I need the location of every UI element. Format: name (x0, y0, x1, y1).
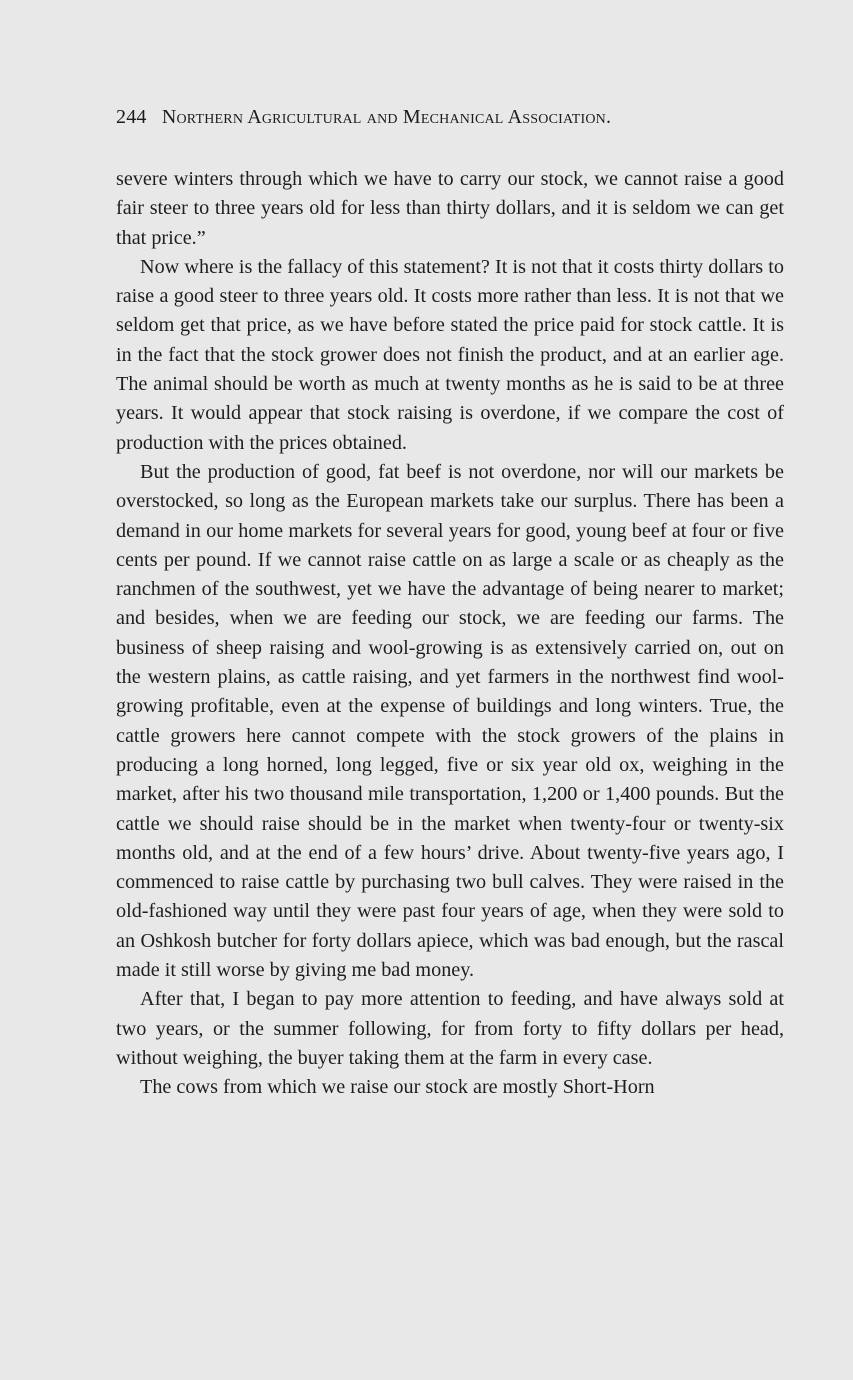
page-number: 244 (116, 106, 147, 128)
paragraph: After that, I began to pay more attention to feeding, and have always sold at two years, or the summer following, for from forty to fifty dollars per head, without weighing, the buyer taking them at the farm in every case. (116, 988, 784, 1069)
paragraph: But the production of good, fat beef is not overdone, nor will our markets be overstocked, so long as the European markets take our surplus. There has been a demand in our home markets for several years for good, young beef at four or five cents per pound. If we cannot raise cattle on as large a scale or as cheaply as the ranchmen of the southwest, yet we have the advantage of being nearer to market; and besides, when we are feeding our stock, we are feeding our farms. The business of sheep raising and wool-growing is as extensively carried on, out on the western plains, as cattle raising, and yet farmers in the northwest find wool-growing profitable, even at the expense of buildings and long winters. True, the cattle growers here cannot compete with the stock growers of the plains in producing a long horned, long legged, five or six year old ox, weighing in the market, after his two thousand mile transportation, 1,200 or 1,400 pounds. But the cattle we should raise should be in the market when twenty-four or twenty-six months old, and at the end of a few hours’ drive. About twenty-five years ago, I commenced to raise cattle by purchasing two bull calves. They were raised in the old-fashioned way until they were past four years of age, when they were sold to an Oshkosh butcher for forty dollars apiece, which was bad enough, but the rascal made it still worse by giving me bad money. (116, 460, 784, 982)
running-header (116, 106, 756, 129)
paragraph-continuation: severe winters through which we have to carry our stock, we cannot raise a good fair steer to three years old for less than thirty dollars, and it is seldom we can get that price.” (116, 168, 784, 249)
body-text (116, 165, 784, 1103)
running-title: Northern Agricultural and Mechanical Association. (161, 106, 612, 128)
paragraph: The cows from which we raise our stock are mostly Short-Horn (140, 1076, 655, 1099)
paragraph: Now where is the fallacy of this statement? It is not that it costs thirty dollars to raise a good steer to three years old. It costs more rather than less. It is not that we seldom get that price, as we have before stated the price paid for stock cattle. It is in the fact that the stock grower does not finish the product, and at an earlier age. The animal should be worth as much at twenty months as he is said to be at three years. It would appear that stock raising is overdone, if we compare the cost of production with the prices obtained. (116, 255, 784, 454)
